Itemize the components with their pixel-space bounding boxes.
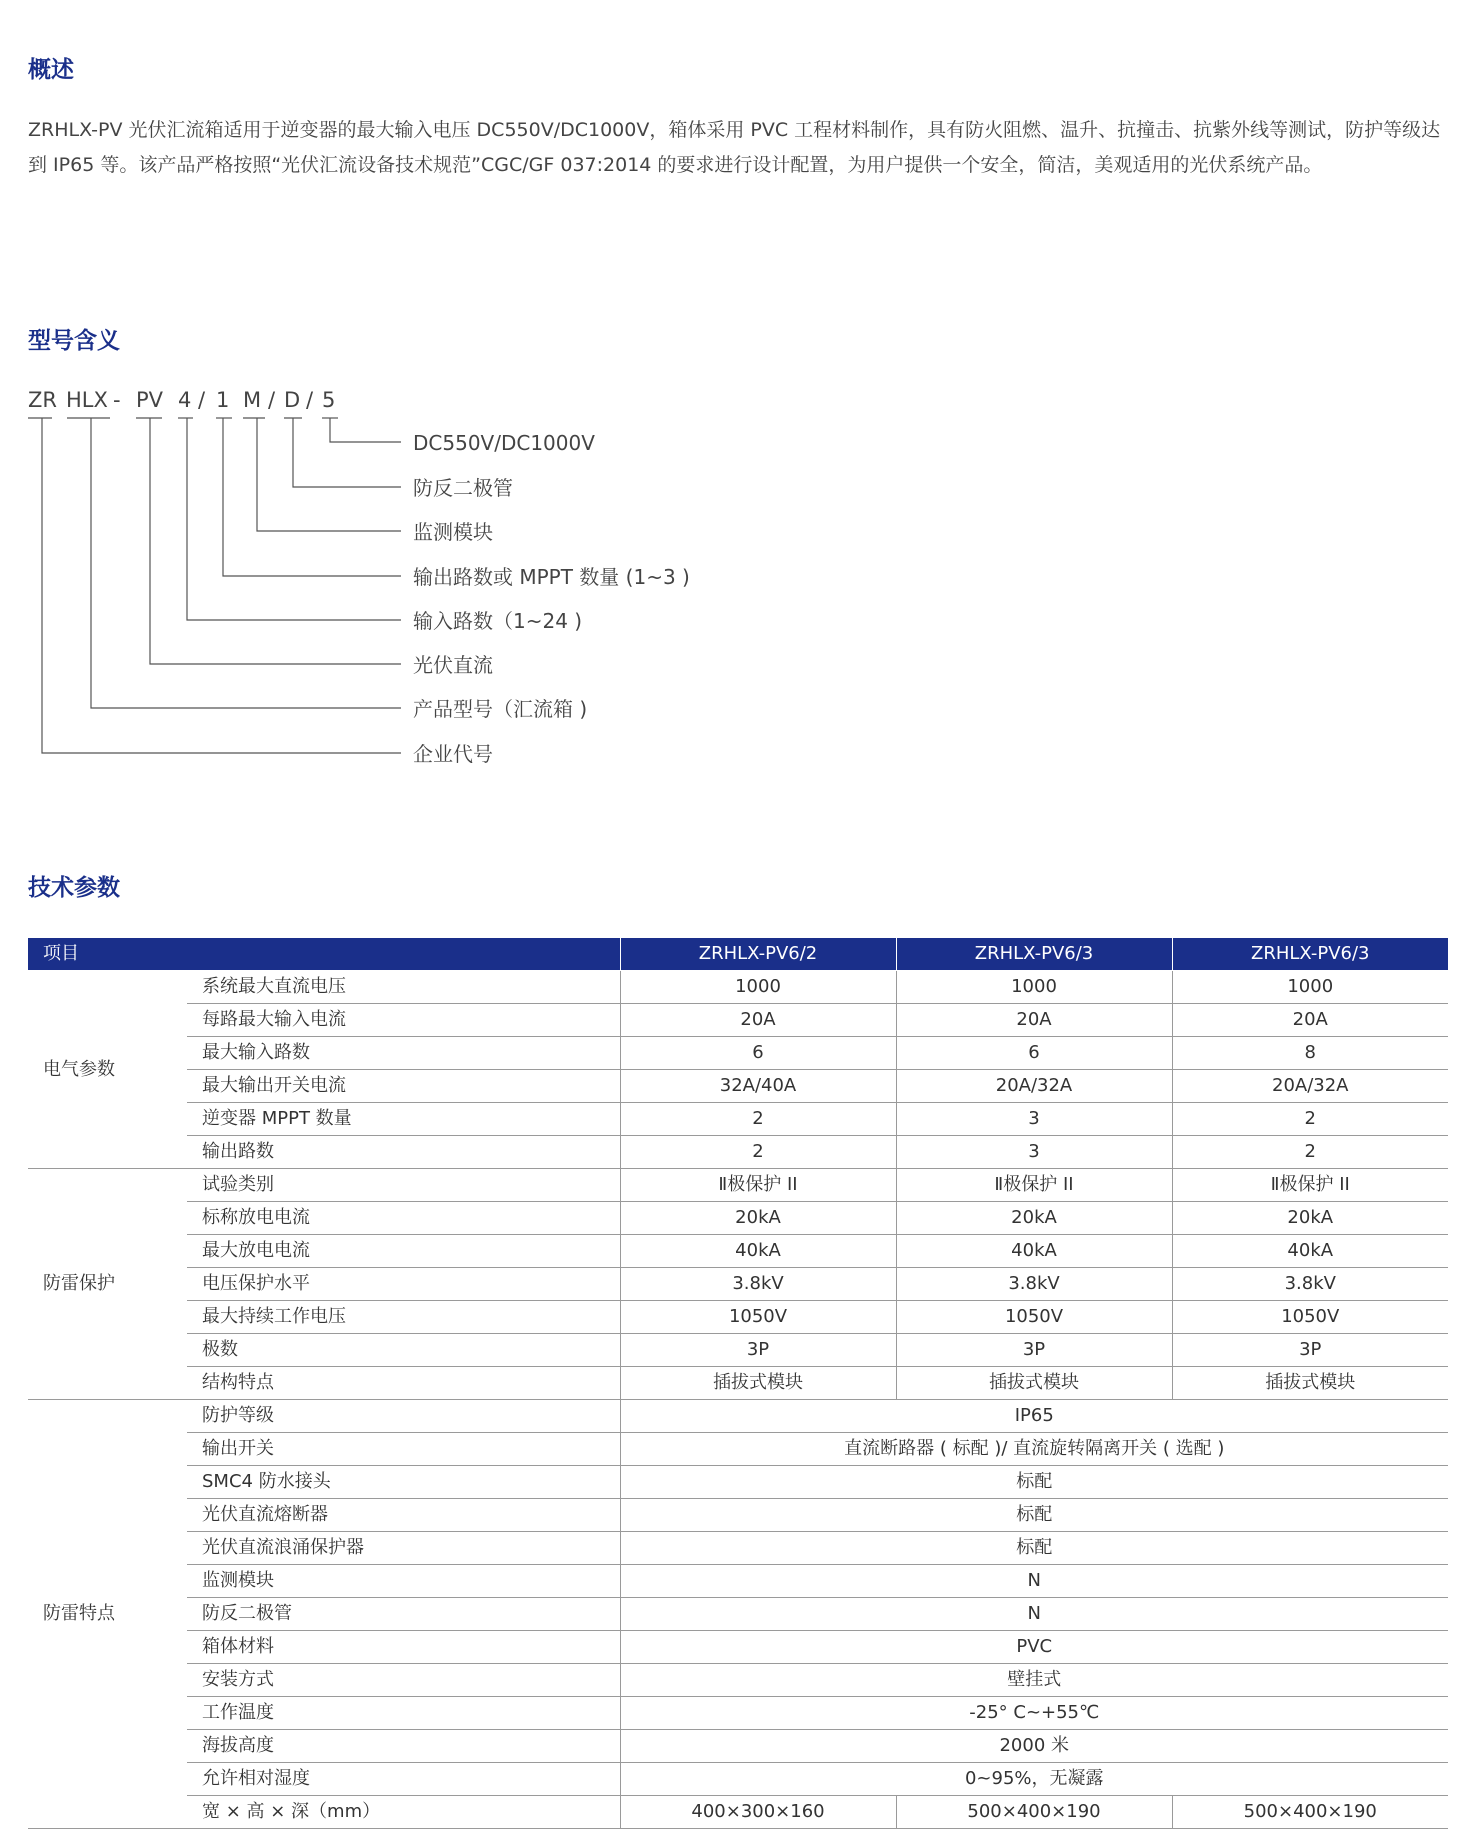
value-cell: 500×400×190 [1172, 1796, 1448, 1829]
value-cell: 0~95%，无凝露 [620, 1763, 1448, 1796]
table-row [28, 1697, 1448, 1730]
group-label: 防雷保护 [28, 1169, 187, 1400]
meaning-input-count: 输入路数（1~24 ) [413, 609, 583, 633]
value-cell: 标配 [620, 1532, 1448, 1565]
param-label: 光伏直流熔断器 [187, 1499, 620, 1532]
header-item: 项目 [28, 938, 620, 971]
value-cell: 1050V [1172, 1301, 1448, 1334]
param-label: 防反二极管 [187, 1598, 620, 1631]
value-cell: 3.8kV [620, 1268, 896, 1301]
tech-title: 技术参数 [28, 875, 120, 901]
value-cell: 3P [620, 1334, 896, 1367]
value-cell: 400×300×160 [620, 1796, 896, 1829]
value-cell: Ⅱ极保护 II [1172, 1169, 1448, 1202]
code-part-slash: / [306, 388, 314, 412]
value-cell: 壁挂式 [620, 1664, 1448, 1697]
meaning-voltage: DC550V/DC1000V [413, 431, 595, 455]
spec-table [28, 938, 1448, 1829]
value-cell: 2000 米 [620, 1730, 1448, 1763]
table-row [28, 1169, 1448, 1202]
table-row [28, 1268, 1448, 1301]
param-label: 海拔高度 [187, 1730, 620, 1763]
value-cell: 插拔式模块 [896, 1367, 1172, 1400]
table-row [28, 1136, 1448, 1169]
param-label: 工作温度 [187, 1697, 620, 1730]
param-label: 宽 × 高 × 深（mm） [187, 1796, 620, 1829]
table-row [28, 1103, 1448, 1136]
value-cell: 3P [1172, 1334, 1448, 1367]
group-label: 防雷特点 [28, 1400, 187, 1829]
table-row [28, 1004, 1448, 1037]
param-label: 最大放电电流 [187, 1235, 620, 1268]
param-label: 试验类别 [187, 1169, 620, 1202]
value-cell: 20kA [1172, 1202, 1448, 1235]
code-part-voltage: 5 [322, 388, 336, 412]
value-cell: 3.8kV [1172, 1268, 1448, 1301]
table-row [28, 971, 1448, 1004]
overview-text: ZRHLX-PV 光伏汇流箱适用于逆变器的最大输入电压 DC550V/DC1000V，箱体采用 PVC 工程材料制作，具有防火阻燃、温升、抗撞击、抗紫外线等测试，防护等级达到 IP65 等。该产品严格按照“光伏汇流设备技术规范”CGC/GF 037:2014 的要求进行设计配置，为用户提供一个安全，简洁，美观适用的光伏系统产品。 [28, 119, 1441, 176]
param-label: 光伏直流浪涌保护器 [187, 1532, 620, 1565]
header-model: ZRHLX-PV6/3 [896, 938, 1172, 971]
code-part-slash: / [198, 388, 206, 412]
param-label: 结构特点 [187, 1367, 620, 1400]
value-cell: 插拔式模块 [620, 1367, 896, 1400]
value-cell: 20kA [620, 1202, 896, 1235]
param-label: 最大持续工作电压 [187, 1301, 620, 1334]
param-label: 标称放电电流 [187, 1202, 620, 1235]
table-row [28, 1037, 1448, 1070]
code-part-input-count: 4 [178, 388, 192, 412]
param-label: 极数 [187, 1334, 620, 1367]
table-row [28, 1532, 1448, 1565]
table-row [28, 1499, 1448, 1532]
table-row [28, 1466, 1448, 1499]
param-label: 安装方式 [187, 1664, 620, 1697]
value-cell: 20A [896, 1004, 1172, 1037]
value-cell: IP65 [620, 1400, 1448, 1433]
param-label: 箱体材料 [187, 1631, 620, 1664]
table-header-row [28, 938, 1448, 971]
table-row [28, 1367, 1448, 1400]
meaning-company-code: 企业代号 [413, 742, 493, 766]
table-row [28, 1433, 1448, 1466]
meaning-diode: 防反二极管 [413, 476, 513, 500]
value-cell: 20kA [896, 1202, 1172, 1235]
param-label: 防护等级 [187, 1400, 620, 1433]
header-model: ZRHLX-PV6/2 [620, 938, 896, 971]
value-cell: 20A [1172, 1004, 1448, 1037]
param-label: 允许相对湿度 [187, 1763, 620, 1796]
table-row [28, 1400, 1448, 1433]
value-cell: -25° C~+55℃ [620, 1697, 1448, 1730]
value-cell: Ⅱ极保护 II [620, 1169, 896, 1202]
param-label: 电压保护水平 [187, 1268, 620, 1301]
param-label: 每路最大输入电流 [187, 1004, 620, 1037]
table-row [28, 1235, 1448, 1268]
table-row [28, 1730, 1448, 1763]
value-cell: 40kA [1172, 1235, 1448, 1268]
code-part-diode: D [284, 388, 301, 412]
value-cell: 32A/40A [620, 1070, 896, 1103]
param-label: 输出开关 [187, 1433, 620, 1466]
overview-title: 概述 [28, 57, 74, 83]
value-cell: 1050V [620, 1301, 896, 1334]
value-cell: 40kA [896, 1235, 1172, 1268]
value-cell: N [620, 1598, 1448, 1631]
param-label: 逆变器 MPPT 数量 [187, 1103, 620, 1136]
value-cell: 标配 [620, 1466, 1448, 1499]
value-cell: 插拔式模块 [1172, 1367, 1448, 1400]
value-cell: 标配 [620, 1499, 1448, 1532]
value-cell: 2 [1172, 1136, 1448, 1169]
code-part-pv: PV [136, 388, 164, 412]
value-cell: 1000 [896, 971, 1172, 1004]
value-cell: 3 [896, 1103, 1172, 1136]
value-cell: 20A [620, 1004, 896, 1037]
meaning-pv: 光伏直流 [413, 653, 493, 677]
param-label: 最大输入路数 [187, 1037, 620, 1070]
meaning-output-count: 输出路数或 MPPT 数量 (1~3 ) [413, 565, 690, 589]
table-row [28, 1763, 1448, 1796]
code-part-output-count: 1 [216, 388, 230, 412]
table-row [28, 1070, 1448, 1103]
table-row [28, 1631, 1448, 1664]
value-cell: 20A/32A [1172, 1070, 1448, 1103]
code-part-monitor: M [243, 388, 262, 412]
value-cell: 500×400×190 [896, 1796, 1172, 1829]
value-cell: 6 [620, 1037, 896, 1070]
code-part-hlx: HLX [66, 388, 108, 412]
value-cell: 40kA [620, 1235, 896, 1268]
value-cell: 2 [1172, 1103, 1448, 1136]
group-label: 电气参数 [28, 971, 187, 1169]
model-title: 型号含义 [28, 328, 120, 354]
param-label: 系统最大直流电压 [187, 971, 620, 1004]
value-cell: 20A/32A [896, 1070, 1172, 1103]
param-label: 输出路数 [187, 1136, 620, 1169]
value-cell: 8 [1172, 1037, 1448, 1070]
value-cell: 直流断路器 ( 标配 )/ 直流旋转隔离开关 ( 选配 ) [620, 1433, 1448, 1466]
code-part-slash: / [268, 388, 276, 412]
param-label: 最大输出开关电流 [187, 1070, 620, 1103]
code-part-dash: - [113, 388, 121, 412]
param-label: SMC4 防水接头 [187, 1466, 620, 1499]
table-row [28, 1796, 1448, 1829]
value-cell: 3P [896, 1334, 1172, 1367]
value-cell: 1000 [620, 971, 896, 1004]
meaning-product-type: 产品型号（汇流箱 ) [413, 697, 588, 721]
value-cell: 2 [620, 1103, 896, 1136]
table-row [28, 1301, 1448, 1334]
value-cell: 1050V [896, 1301, 1172, 1334]
value-cell: PVC [620, 1631, 1448, 1664]
table-row [28, 1202, 1448, 1235]
value-cell: Ⅱ极保护 II [896, 1169, 1172, 1202]
table-row [28, 1664, 1448, 1697]
value-cell: 2 [620, 1136, 896, 1169]
table-row [28, 1334, 1448, 1367]
value-cell: N [620, 1565, 1448, 1598]
value-cell: 1000 [1172, 971, 1448, 1004]
code-part-zr: ZR [28, 388, 57, 412]
value-cell: 3.8kV [896, 1268, 1172, 1301]
value-cell: 6 [896, 1037, 1172, 1070]
value-cell: 3 [896, 1136, 1172, 1169]
param-label: 监测模块 [187, 1565, 620, 1598]
header-model: ZRHLX-PV6/3 [1172, 938, 1448, 971]
table-row [28, 1598, 1448, 1631]
table-row [28, 1565, 1448, 1598]
meaning-monitor: 监测模块 [413, 520, 493, 544]
